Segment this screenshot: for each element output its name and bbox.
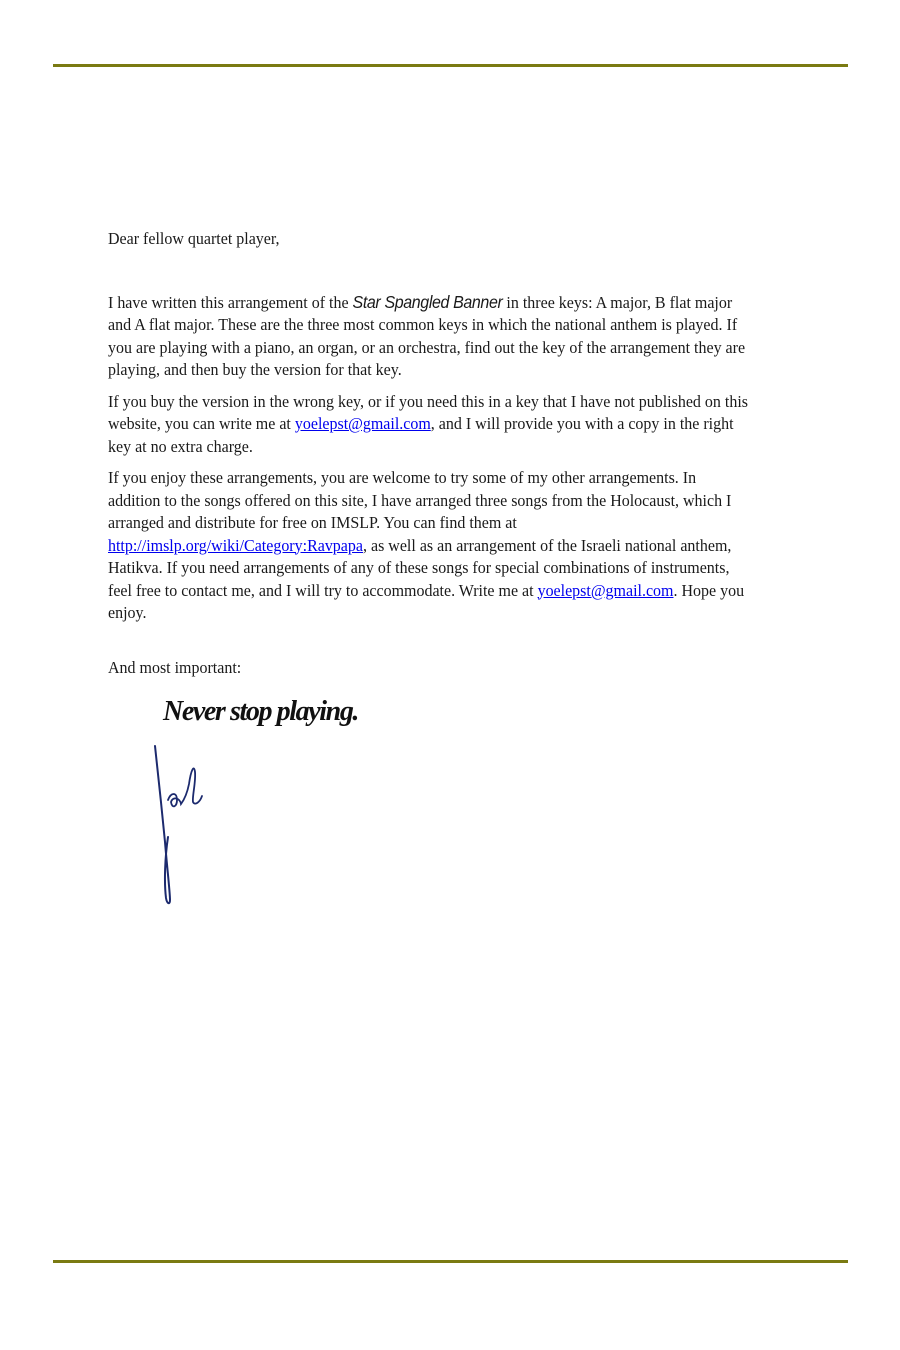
p2-text-before: If you buy the version in the wrong key, or if you need this in a key that I have not published on this website, you can write me at: [108, 391, 748, 433]
email-link-2[interactable]: yoelepst@gmail.com: [537, 580, 674, 600]
p3-text-before: If you enjoy these arrangements, you are welcome to try some of my other arrangements. In addition to the songs offered on this site, I have arranged three songs from the Holocaust, which I arranged and distribute for free on IMSLP. You can find them at: [108, 468, 732, 532]
closing-lead: And most important:: [108, 657, 242, 677]
song-title: Star Spangled Banner: [352, 291, 503, 312]
letter-body: [108, 228, 750, 688]
paragraph-wrong-key: [108, 391, 750, 459]
p3-text-middle: , as well as an arrangement of the Israeli national anthem, Hatikva. If you need arrangements of any of these songs for special combinations of instruments, feel free to contact me, and I will try to accommodate. Write me at: [108, 535, 732, 600]
bottom-divider: [53, 1260, 848, 1263]
signature-stroke-j: [155, 746, 170, 903]
imslp-link[interactable]: http://imslp.org/wiki/Category:Ravpapa: [108, 535, 363, 555]
motto-heading: Never stop playing.: [163, 696, 359, 727]
top-divider: [53, 64, 848, 67]
p2-text-after: , and I will provide you with a copy in the right key at no extra charge.: [108, 414, 734, 456]
paragraph-arrangement-keys: [108, 291, 750, 382]
paragraph-other-arrangements: [108, 467, 750, 625]
signature-stroke-oel: [168, 768, 202, 806]
email-link[interactable]: yoelepst@gmail.com: [294, 414, 431, 433]
salutation: Dear fellow quartet player,: [108, 229, 280, 248]
p1-text-before: I have written this arrangement of the: [108, 292, 353, 312]
p3-text-after: . Hope you enjoy.: [108, 580, 745, 622]
handwritten-signature: [150, 742, 210, 907]
p1-text-after: in three keys: A major, B flat major and A flat major. These are the three most common keys in which the national anthem is played. If you are playing with a piano, an organ, or an orchestra, find out the key of the arrangement they are playing, and then buy the version for that key.: [108, 292, 746, 379]
